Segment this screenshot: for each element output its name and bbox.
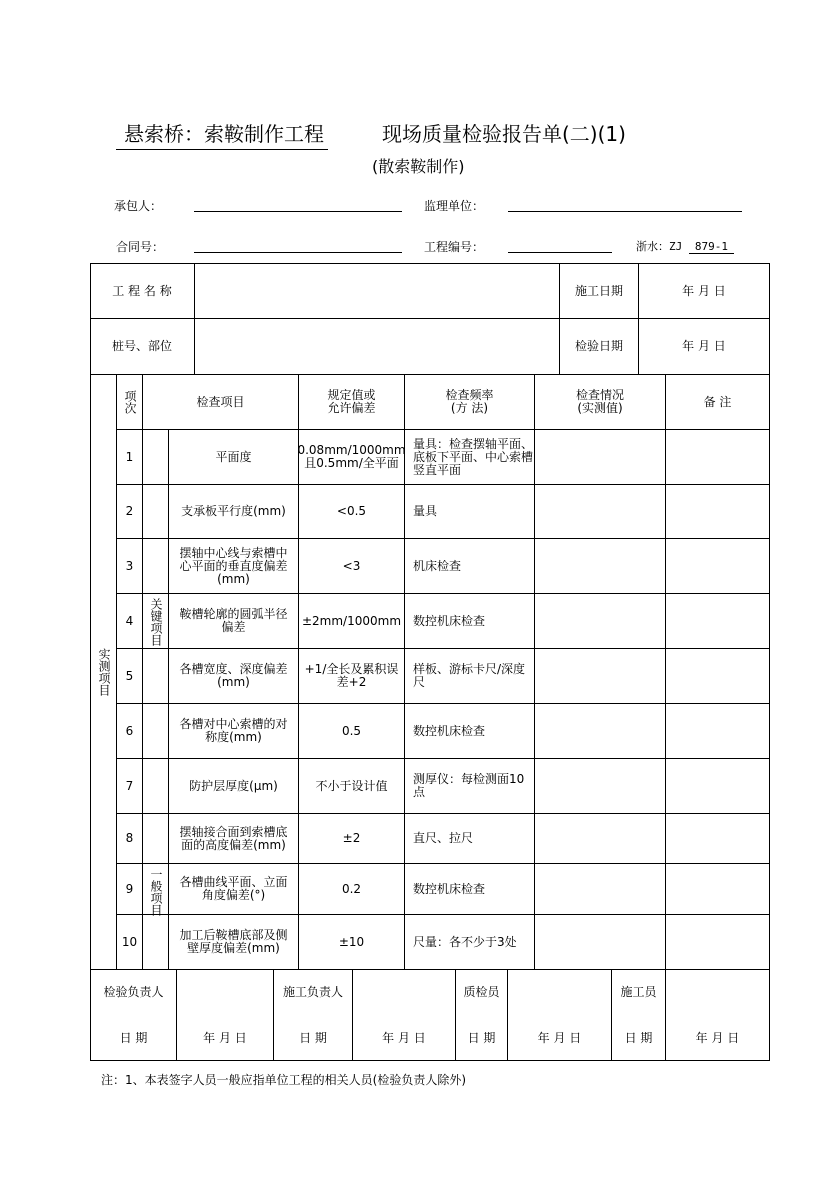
row-check-item: 支承板平行度(mm) xyxy=(181,504,286,518)
row-method: 尺量：各不少于3处 xyxy=(413,934,517,949)
row-method: 机床检查 xyxy=(413,558,462,573)
construction-date-field[interactable]: 年 月 日 xyxy=(682,283,726,298)
row-number: 7 xyxy=(125,778,134,793)
row-result[interactable] xyxy=(535,759,665,813)
contract-no-label: 合同号： xyxy=(116,240,165,254)
row-result[interactable] xyxy=(535,649,665,703)
sig-constructor-date[interactable]: 年 月 日 xyxy=(695,1030,740,1045)
row-check-item: 摆轴中心线与索槽中心平面的垂直度偏差(mm) xyxy=(179,545,288,586)
row-remarks[interactable] xyxy=(666,915,769,969)
row-method: 数控机床检查 xyxy=(413,613,486,628)
row-result[interactable] xyxy=(535,814,665,863)
page-subtitle: (散索鞍制作) xyxy=(372,157,465,176)
row-spec: 0.08mm/1000mm且0.5mm/全平面 xyxy=(297,443,406,470)
row-check-item: 摆轴接合面到索槽底面的高度偏差(mm) xyxy=(179,824,288,852)
col-spec-line1: 规定值或 xyxy=(327,388,376,402)
station-label: 桩号、部位 xyxy=(111,339,172,353)
row-remarks[interactable] xyxy=(666,594,769,648)
project-name-field[interactable] xyxy=(195,264,559,318)
row-number: 3 xyxy=(125,558,134,573)
contractor-label: 承包人： xyxy=(114,199,163,213)
form-prefix: 浙水：ZJ xyxy=(636,240,683,253)
row-result[interactable] xyxy=(535,915,665,969)
col-item-no: 项次 xyxy=(123,390,137,414)
sig-inspector-date[interactable]: 年 月 日 xyxy=(203,1030,247,1045)
inspection-date-label: 检验日期 xyxy=(574,339,623,353)
title-project: 悬索桥：索鞍制作工程 xyxy=(116,118,328,150)
row-remarks[interactable] xyxy=(666,759,769,813)
sig-construction-lead-label: 施工负责人 xyxy=(282,984,343,999)
col-check-item: 检查项目 xyxy=(196,394,245,409)
col-spec-line2: 允许偏差 xyxy=(327,401,376,415)
project-name-label: 工 程 名 称 xyxy=(112,283,172,298)
form-code: 879-1 xyxy=(689,240,734,254)
row-check-item: 各槽曲线平面、立面角度偏差(°) xyxy=(179,875,288,902)
row-result[interactable] xyxy=(535,485,665,538)
row-result[interactable] xyxy=(535,539,665,593)
project-no-label: 工程编号： xyxy=(424,240,485,254)
row-number: 10 xyxy=(121,934,138,949)
row-remarks[interactable] xyxy=(666,649,769,703)
sig-inspector-label: 检验负责人 xyxy=(103,984,164,999)
row-number: 6 xyxy=(125,723,134,738)
sig-quality-date[interactable]: 年 月 日 xyxy=(537,1030,582,1045)
sig-constructor-date-label: 日 期 xyxy=(624,1030,653,1045)
row-result[interactable] xyxy=(535,430,665,484)
row-method: 数控机床检查 xyxy=(413,881,486,896)
supervisor-label: 监理单位： xyxy=(424,199,485,213)
col-frequency xyxy=(405,375,534,429)
sig-inspector-date-label: 日 期 xyxy=(119,1030,148,1045)
row-result[interactable] xyxy=(535,864,665,914)
row-check-item: 各槽对中心索槽的对称度(mm) xyxy=(179,717,288,744)
row-number: 9 xyxy=(125,881,134,896)
row-spec: 0.2 xyxy=(341,881,362,896)
row-spec: ±10 xyxy=(338,934,365,949)
row-check-item: 鞍槽轮廓的圆弧半径偏差 xyxy=(179,607,288,634)
row-method: 直尺、拉尺 xyxy=(413,831,474,845)
construction-date-label: 施工日期 xyxy=(574,283,623,298)
row-number: 5 xyxy=(125,668,134,683)
row-result[interactable] xyxy=(535,704,665,758)
row-remarks[interactable] xyxy=(666,814,769,863)
row-result[interactable] xyxy=(535,594,665,648)
col-remarks: 备 注 xyxy=(703,394,732,409)
row-remarks[interactable] xyxy=(666,864,769,914)
row-remarks[interactable] xyxy=(666,430,769,484)
row-number: 8 xyxy=(125,831,134,845)
row-method: 测厚仪：每检测面10点 xyxy=(413,772,525,799)
col-spec xyxy=(299,375,404,429)
row-remarks[interactable] xyxy=(666,485,769,538)
col-result-line2: (实测值) xyxy=(577,401,623,415)
sig-constructor-label: 施工员 xyxy=(620,984,657,999)
row-remarks[interactable] xyxy=(666,539,769,593)
row-remarks[interactable] xyxy=(666,704,769,758)
row-check-item: 平面度 xyxy=(215,449,252,464)
sig-construction-lead-date-label: 日 期 xyxy=(299,1030,327,1045)
row-method: 量具：检查摆轴平面、底板下平面、中心索槽竖直平面 xyxy=(413,436,534,477)
row-spec: <3 xyxy=(342,558,361,573)
row-check-item: 各槽宽度、深度偏差(mm) xyxy=(179,662,288,689)
row-spec: ±2mm/1000mm xyxy=(301,613,402,628)
station-field[interactable] xyxy=(195,319,559,374)
title-report: 现场质量检验报告单(二)(1) xyxy=(382,122,626,146)
sig-construction-lead-date[interactable]: 年 月 日 xyxy=(382,1030,426,1045)
group-key: 关键项目 xyxy=(149,597,163,646)
col-result xyxy=(535,375,665,429)
row-method: 量具 xyxy=(413,504,438,518)
row-spec: 0.5 xyxy=(341,723,362,738)
row-spec: +1/全长及累积误差+2 xyxy=(304,662,399,689)
row-number: 4 xyxy=(125,613,134,628)
group-measured: 实测项目 xyxy=(97,648,111,696)
group-general: 一般项目 xyxy=(149,867,163,916)
row-method: 样板、游标卡尺/深度尺 xyxy=(413,662,526,689)
row-check-item: 加工后鞍槽底部及侧壁厚度偏差(mm) xyxy=(179,928,288,955)
inspection-date-field[interactable]: 年 月 日 xyxy=(682,339,726,353)
row-spec: 不小于设计值 xyxy=(315,778,388,793)
footnote: 注：1、本表签字人员一般应指单位工程的相关人员(检验负责人除外) xyxy=(101,1073,467,1087)
row-spec: <0.5 xyxy=(336,504,367,518)
col-frequency-line2: (方 法) xyxy=(450,401,489,415)
row-method: 数控机床检查 xyxy=(413,723,486,738)
col-frequency-line1: 检查频率 xyxy=(445,388,494,402)
sig-quality-date-label: 日 期 xyxy=(467,1030,496,1045)
row-number: 1 xyxy=(125,449,134,464)
col-result-line1: 检查情况 xyxy=(575,388,624,402)
row-check-item: 防护层厚度(μm) xyxy=(189,778,278,793)
row-spec: ±2 xyxy=(342,831,361,845)
sig-quality-label: 质检员 xyxy=(463,984,500,999)
row-number: 2 xyxy=(125,504,134,518)
